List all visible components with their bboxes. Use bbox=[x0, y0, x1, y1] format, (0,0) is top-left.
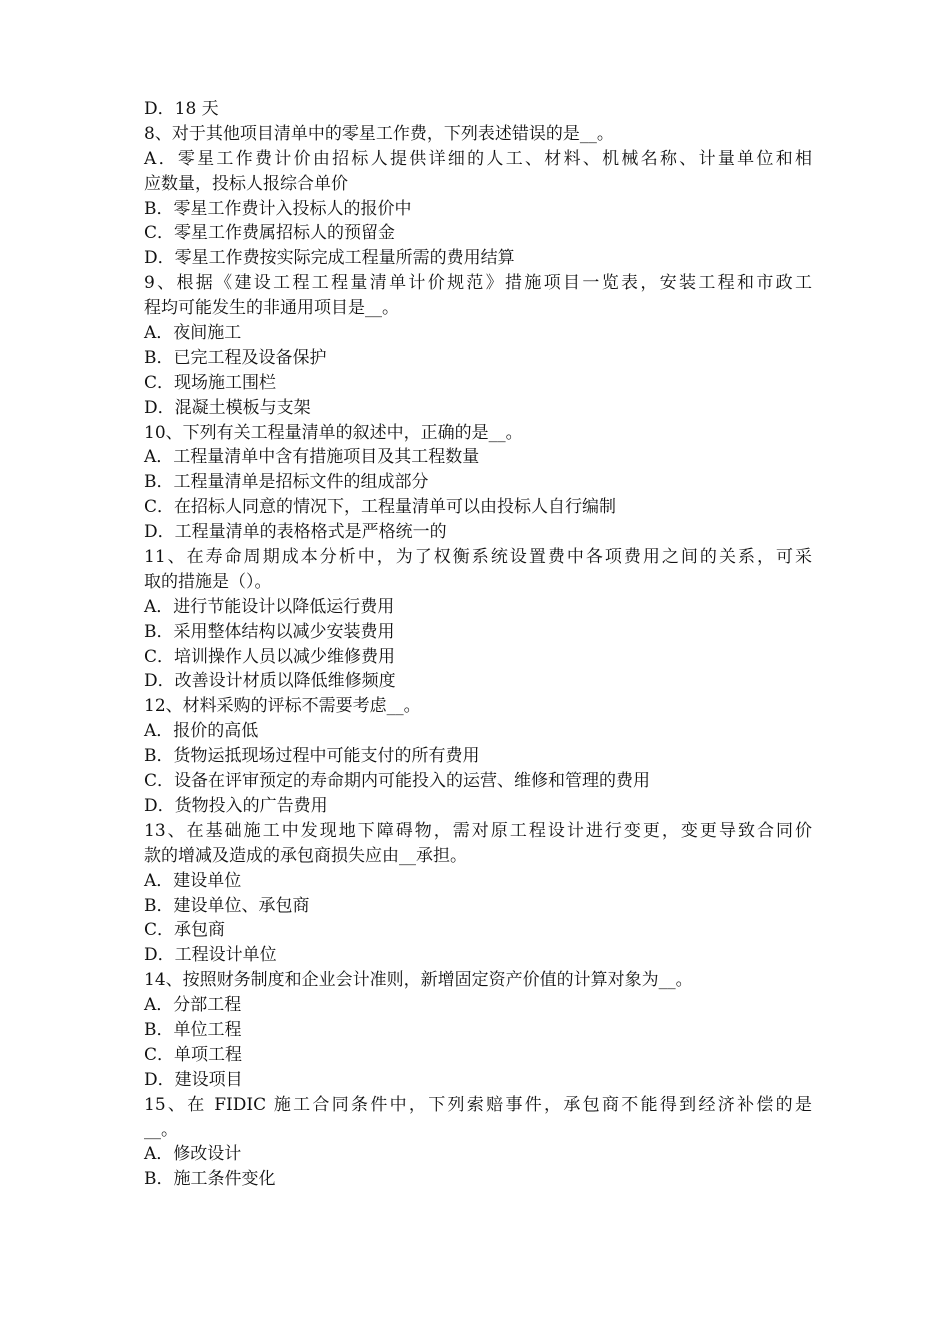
option-d-q14: D．建设项目 bbox=[144, 1069, 243, 1090]
option-c-q11: C．培训操作人员以减少维修费用 bbox=[144, 646, 396, 667]
option-a-q15: A．修改设计 bbox=[144, 1144, 242, 1165]
question-12: 12、材料采购的评标不需要考虑__。 bbox=[144, 696, 421, 717]
option-d-q11: D．改善设计材质以降低维修频度 bbox=[144, 671, 396, 692]
option-a-q8: A．零星工作费计价由招标人提供详细的人工、材料、机械名称、计量单位和相 bbox=[144, 148, 812, 169]
question-13-cont: 款的增减及造成的承包商损失应由__承担。 bbox=[144, 845, 467, 866]
option-c-q9: C．现场施工围栏 bbox=[144, 372, 277, 393]
option-d-q9: D．混凝土模板与支架 bbox=[144, 397, 311, 418]
option-c-q8: C．零星工作费属招标人的预留金 bbox=[144, 223, 396, 244]
option-a-q14: A．分部工程 bbox=[144, 995, 242, 1016]
option-c-q14: C．单项工程 bbox=[144, 1044, 243, 1065]
option-d-q7: D．18 天 bbox=[144, 99, 219, 119]
option-b-q13: B．建设单位、承包商 bbox=[144, 895, 310, 916]
option-a-q11: A．进行节能设计以降低运行费用 bbox=[144, 596, 395, 617]
option-c-q12: C．设备在评审预定的寿命期内可能投入的运营、维修和管理的费用 bbox=[144, 771, 651, 792]
question-10: 10、下列有关工程量清单的叙述中，正确的是__。 bbox=[144, 422, 523, 443]
question-14: 14、按照财务制度和企业会计准则，新增固定资产价值的计算对象为__。 bbox=[144, 970, 693, 991]
option-a-q10: A．工程量清单中含有措施项目及其工程数量 bbox=[144, 447, 480, 468]
option-d-q8: D．零星工作费按实际完成工程量所需的费用结算 bbox=[144, 248, 515, 269]
option-a-q8-cont: 应数量，投标人报综合单价 bbox=[144, 173, 348, 194]
option-b-q12: B．货物运抵现场过程中可能支付的所有费用 bbox=[144, 746, 480, 767]
option-a-q13: A．建设单位 bbox=[144, 870, 242, 891]
document-page bbox=[144, 97, 812, 1192]
option-b-q15: B．施工条件变化 bbox=[144, 1169, 276, 1190]
option-b-q8: B．零星工作费计入投标人的报价中 bbox=[144, 198, 412, 219]
question-11-cont: 取的措施是（）。 bbox=[144, 571, 272, 592]
option-b-q14: B．单位工程 bbox=[144, 1019, 242, 1040]
question-13: 13、在基础施工中发现地下障碍物，需对原工程设计进行变更，变更导致合同价 bbox=[144, 820, 812, 841]
option-d-q12: D．货物投入的广告费用 bbox=[144, 795, 328, 816]
option-c-q10: C．在招标人同意的情况下，工程量清单可以由投标人自行编制 bbox=[144, 497, 617, 518]
option-b-q10: B．工程量清单是招标文件的组成部分 bbox=[144, 472, 429, 493]
question-11: 11、在寿命周期成本分析中，为了权衡系统设置费中各项费用之间的关系，可采 bbox=[144, 547, 812, 568]
question-15-cont: __。 bbox=[144, 1119, 178, 1140]
option-a-q9: A．夜间施工 bbox=[144, 323, 242, 344]
question-9-cont: 程均可能发生的非通用项目是__。 bbox=[144, 298, 399, 319]
option-c-q13: C．承包商 bbox=[144, 920, 226, 941]
option-a-q12: A．报价的高低 bbox=[144, 721, 259, 742]
option-d-q10: D．工程量清单的表格格式是严格统一的 bbox=[144, 522, 447, 543]
question-15: 15、在 FIDIC 施工合同条件中，下列索赔事件，承包商不能得到经济补偿的是 bbox=[144, 1094, 812, 1115]
question-9: 9、根据《建设工程工程量清单计价规范》措施项目一览表，安装工程和市政工 bbox=[144, 273, 812, 294]
option-b-q9: B．已完工程及设备保护 bbox=[144, 347, 327, 368]
question-8: 8、对于其他项目清单中的零星工作费，下列表述错误的是__。 bbox=[144, 123, 614, 144]
option-d-q13: D．工程设计单位 bbox=[144, 945, 277, 966]
option-b-q11: B．采用整体结构以减少安装费用 bbox=[144, 621, 395, 642]
